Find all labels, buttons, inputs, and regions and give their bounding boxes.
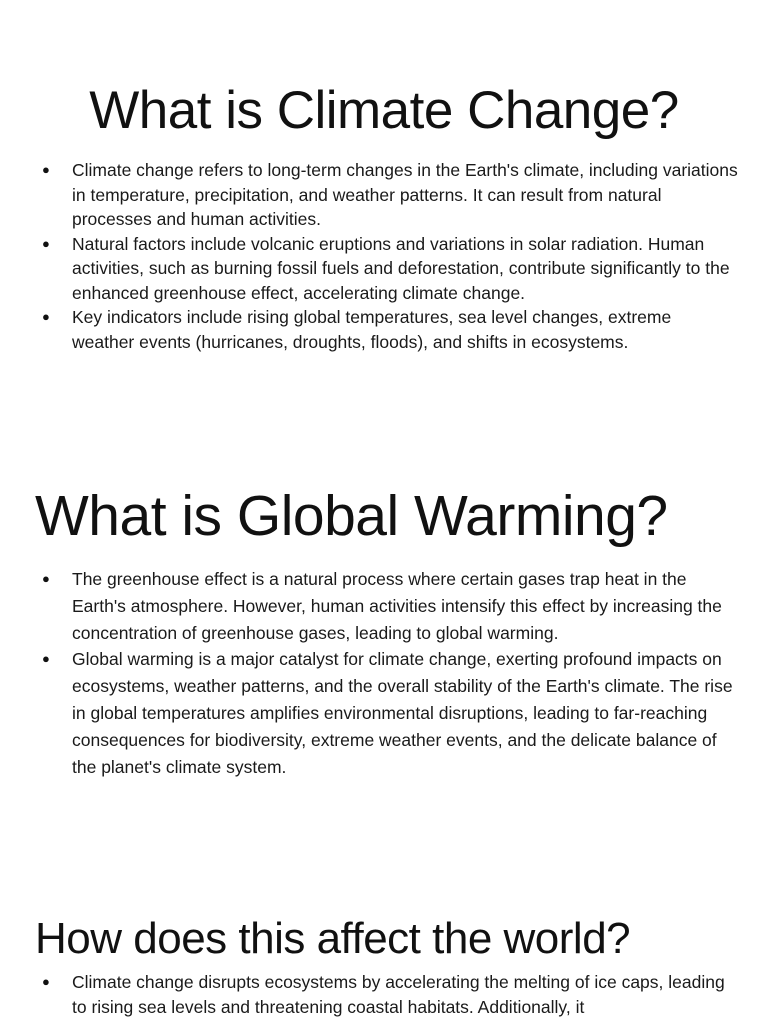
bullet-text: Natural factors include volcanic eruptions and variations in solar radiation. Human activities, such as burning fossil fuels and deforestation, contribute significantly to the enhanced greenhouse effect, accelerating climate change.: [72, 233, 730, 303]
bullet-dot-icon: ●: [42, 651, 50, 667]
bullet-item: [0, 970, 768, 1019]
bullet-dot-icon: ●: [42, 162, 50, 177]
section-world-impact: [0, 910, 768, 1019]
bullet-item: [0, 646, 768, 780]
bullet-text: Climate change refers to long-term changes in the Earth's climate, including variations in temperature, precipitation, and weather patterns. It can result from natural processes and human activities.: [72, 160, 738, 229]
section-title: What is Global Warming?: [35, 484, 668, 548]
bullet-item: [0, 305, 768, 354]
section-title: How does this affect the world?: [35, 914, 631, 963]
section-global-warming: [0, 481, 768, 780]
section-climate-change: [0, 78, 768, 354]
bullet-text: Global warming is a major catalyst for climate change, exerting profound impacts on ecosystems, weather patterns, and the overall stability of the Earth's climate. The rise in global temperatures amplifies environmental disruptions, leading to far-reaching consequences for biodiversity, extreme weather events, and the delicate balance of the planet's climate system.: [72, 649, 733, 777]
bullet-item: [0, 232, 768, 306]
bullet-text: Key indicators include rising global temperatures, sea level changes, extreme weather events (hurricanes, droughts, floods), and shifts in ecosystems.: [72, 307, 672, 352]
bullet-list: [0, 158, 768, 354]
bullet-item: [0, 566, 768, 646]
bullet-text: Climate change disrupts ecosystems by accelerating the melting of ice caps, leading to rising sea levels and threatening coastal habitats. Additionally, it: [72, 972, 725, 1017]
bullet-list: [0, 566, 768, 780]
section-title: What is Climate Change?: [89, 81, 679, 140]
bullet-dot-icon: ●: [42, 235, 50, 251]
bullet-text: The greenhouse effect is a natural process where certain gases trap heat in the Earth's atmosphere. However, human activities intensify this effect by increasing the concentration of greenhouse gases, leading to global warming.: [72, 569, 722, 643]
bullet-item: [0, 158, 768, 232]
bullet-list: [0, 970, 768, 1019]
bullet-dot-icon: ●: [42, 309, 50, 324]
bullet-dot-icon: ●: [42, 974, 50, 989]
bullet-dot-icon: ●: [42, 571, 50, 586]
